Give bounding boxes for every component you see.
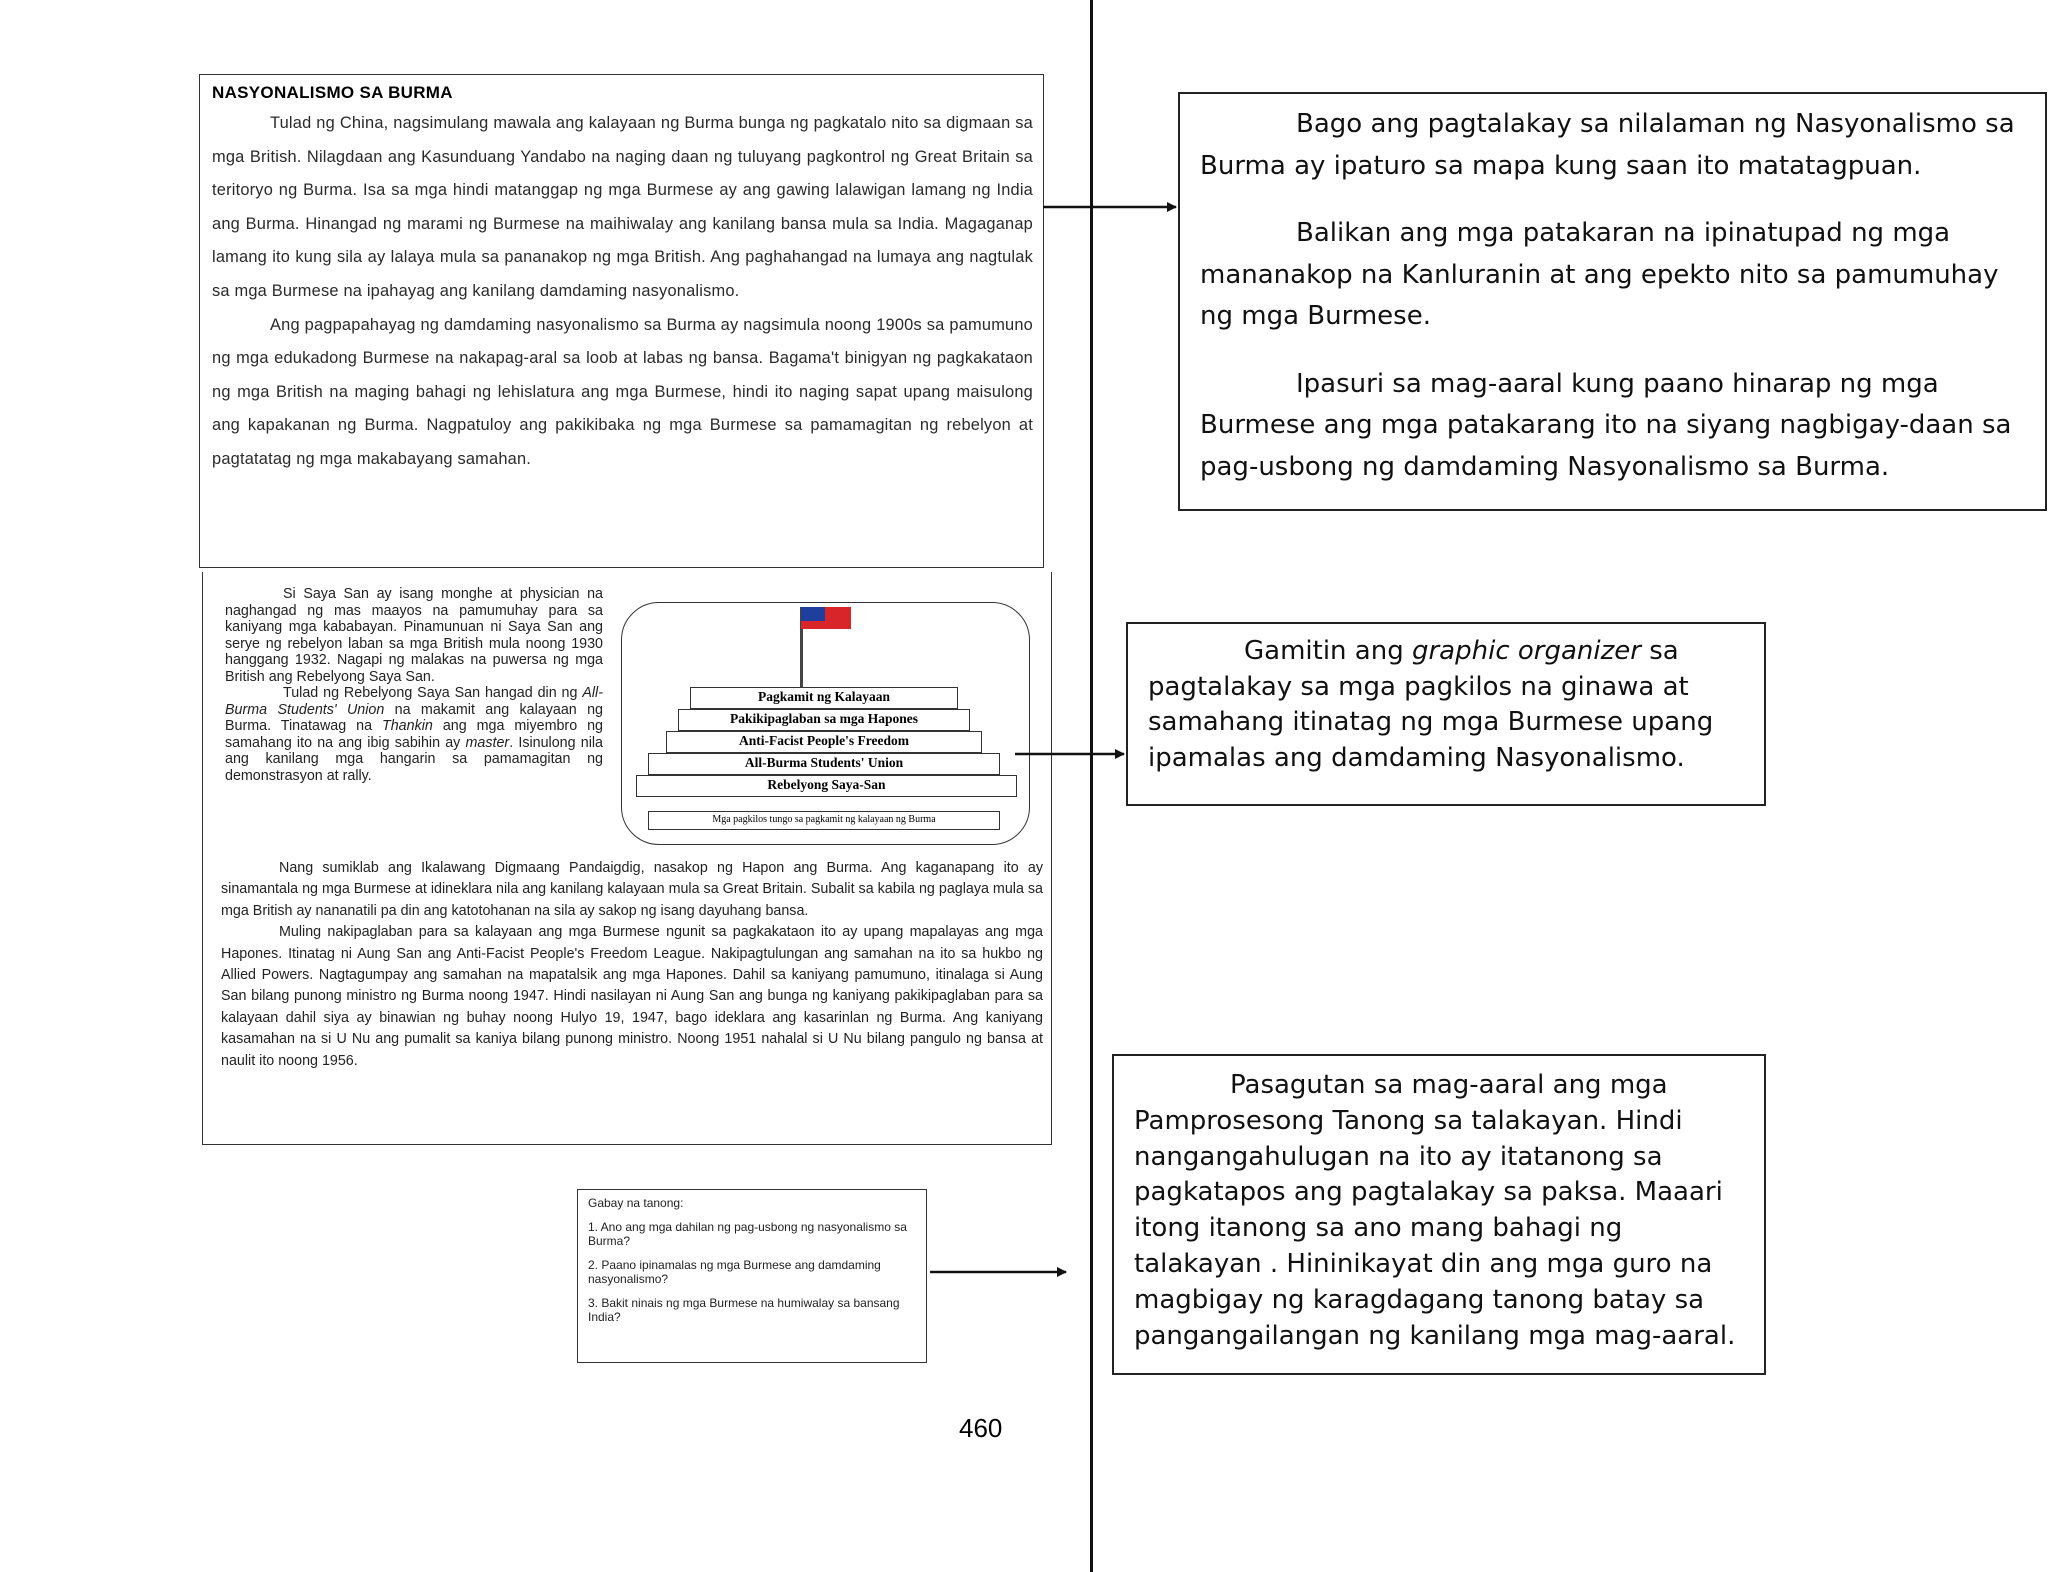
- ikalawang-digmaan-paragraph: Nang sumiklab ang Ikalawang Digmaang Pandaigdig, nasakop ng Hapon ang Burma. Ang kaganapang ito ay sinamantala ng mga Burmese at idineklara nila ang kanilang kalayaan mula sa Great Britain. Subalit sa kabila ng paglaya mula sa mga British ay nananatili pa din ang katotohanan na sila ay sakop ng isang dayuhang bansa.: [221, 860, 1043, 919]
- article-paragraph-1: Tulad ng China, nagsimulang mawala ang kalayaan ng Burma bunga ng pagkatalo nito sa digmaan sa mga British. Nilagdaan ang Kasunduang Yandabo na naging daan ng tuluyang pagkontrol ng Great Britain sa teritoryo ng Burma. Isa sa mga hindi matanggap ng mga Burmese ay ang gawing lalawigan lamang ng India ang Burma. Hinangad ng marami ng Burmese na maihiwalay ang kanilang bansa mula sa India. Magaganap lamang ito kung sila ay lalaya mula sa pananakop ng mga British. Ang paghahangad na lumaya ang nagtulak sa mga Burmese na ipahayag ang kanilang damdaming nasyonalismo.: [212, 114, 1033, 300]
- students-union-paragraph: Tulad ng Rebelyong Saya San hangad din ng All-Burma Students' Union na makamit ang kalayaan ng Burma. Tinatawag na Thankin ang mga miyembro ng samahang ito na ang ibig sabihin ay master. Isinulong nila ang kanilang mga hangarin sa pamamagitan ng demonstrasyon at rally.: [225, 685, 604, 784]
- step-pagkamit: Pagkamit ng Kalayaan: [690, 687, 958, 709]
- note-1-paragraph-2: Balikan ang mga patakaran na ipinatupad ng mga mananakop na Kanluranin at ang epekto nito sa pamumuhay ng mga Burmese.: [1200, 218, 1999, 331]
- guide-question-1: 1. Ano ang mga dahilan ng pag-usbong ng nasyonalismo sa Burma?: [588, 1220, 907, 1248]
- page-number: 460: [959, 1413, 1003, 1443]
- note-process-questions: [1112, 1054, 1766, 1375]
- step-pakikipaglaban: Pakikipaglaban sa mga Hapones: [678, 709, 970, 731]
- aung-san-paragraph: Muling nakipaglaban para sa kalayaan ang mga Burmese ngunit sa pagkakataon ito ay upang mapalayas ang mga Hapones. Itinatag ni Aung San ang Anti-Facist People's Freedom League. Nakipagtulungan ang samahan na ito sa hukbo ng Allied Powers. Nagtagumpay ang samahan na mapatalsik ang mga Hapones. Dahil sa kaniyang pamumuno, itinalaga si Aung San bilang punong ministro ng Burma noong 1947. Hindi nasilayan ni Aung San ang bunga ng kaniyang pakikipaglaban para sa kalayaan dahil siya ay binawian ng buhay noong Hulyo 19, 1947, bago ideklara ang kasarinlan ng Burma. Ang kaniyang kasamahan na si U Nu ang pumalit sa kaniya bilang punong ministro. Noong 1951 nahalal si U Nu bilang pangulo ng bansa at naulit ito noong 1956.: [221, 924, 1043, 1069]
- note-map-and-policies: [1178, 92, 2047, 511]
- note-1-paragraph-1: Bago ang pagtalakay sa nilalaman ng Nasyonalismo sa Burma ay ipaturo sa mapa kung saan ito matatagpuan.: [1200, 109, 2015, 181]
- step-all-burma: All-Burma Students' Union: [648, 753, 1000, 775]
- guide-question-2: 2. Paano ipinamalas ng mga Burmese ang damdaming nasyonalismo?: [588, 1258, 881, 1286]
- organizer-caption: Mga pagkilos tungo sa pagkamit ng kalayaan ng Burma: [648, 811, 1000, 830]
- note-3-paragraph: Pasagutan sa mag-aaral ang mga Pamprosesong Tanong sa talakayan. Hindi nangangahulugan na ito ay itatanong sa pagkatapos ang pagtalakay sa paksa. Maaari itong itanong sa ano mang bahagi ng talakayan . Hininikayat din ang mga guro na magbigay ng karagdagang tanong batay sa pangangailangan ng kanilang mga mag-aaral.: [1134, 1070, 1736, 1351]
- note-1-paragraph-3: Ipasuri sa mag-aaral kung paano hinarap ng mga Burmese ang mga patakarang ito na siyang nagbigay-daan sa pag-usbong ng damdaming Nasyonalismo sa Burma.: [1200, 368, 2012, 482]
- guide-question-3: 3. Bakit ninais ng mga Burmese na humiwalay sa bansang India?: [588, 1296, 900, 1324]
- article-title: NASYONALISMO SA BURMA: [212, 83, 453, 102]
- guide-title: Gabay na tanong:: [588, 1196, 684, 1210]
- saya-san-paragraph: Si Saya San ay isang monghe at physician na naghangad ng mas maayos na pamumuhay para sa kaniyang mga kababayan. Pinamunuan ni Saya San ang serye ng rebelyon laban sa mga British mula noong 1930 hanggang 1932. Nagapi ng malakas na puwersa ng mga British ang Rebelyong Saya San.: [225, 586, 603, 685]
- note-2-paragraph: Gamitin ang graphic organizer sa pagtalakay sa mga pagkilos na ginawa at samahang itinatag ng mga Burmese upang ipamalas ang damdaming Nasyonalismo.: [1148, 636, 1714, 773]
- step-anti-facist: Anti-Facist People's Freedom: [666, 731, 982, 753]
- article-paragraph-2: Ang pagpapahayag ng damdaming nasyonalismo sa Burma ay nagsimula noong 1900s sa pamumuno ng mga edukadong Burmese na nakapag-aral sa loob at labas ng bansa. Bagama't binigyan ng pagkakataon ng mga British na maging bahagi ng lehislatura ang mga Burmese, hindi ito naging sapat upang maisulong ang kapakanan ng Burma. Nagpatuloy ang pakikibaka ng mga Burmese sa pamamagitan ng rebelyon at pagtatatag ng mga makabayang samahan.: [212, 315, 1033, 468]
- note-graphic-organizer: [1126, 622, 1766, 806]
- step-saya-san: Rebelyong Saya-San: [636, 775, 1017, 797]
